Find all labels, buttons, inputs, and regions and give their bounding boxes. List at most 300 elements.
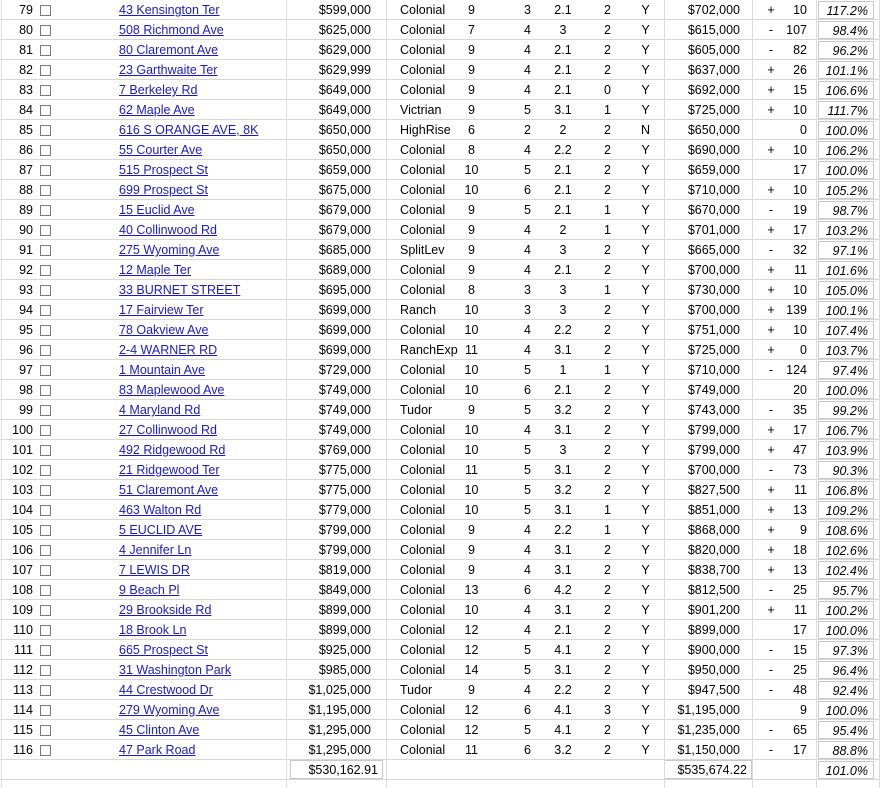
row-checkbox[interactable] bbox=[40, 525, 51, 536]
list-price-cell: $685,000 bbox=[318, 243, 371, 257]
sold-price-cell: $799,000 bbox=[687, 423, 740, 437]
baths-cell: 3.2 bbox=[554, 743, 572, 757]
address-link[interactable]: 47 Park Road bbox=[119, 743, 196, 757]
rooms-cell: 9 bbox=[468, 543, 475, 557]
sale-ratio-cell: 106.2% bbox=[818, 141, 874, 159]
style-cell: Colonial bbox=[400, 63, 446, 77]
address-link[interactable]: 62 Maple Ave bbox=[119, 103, 195, 117]
yn-flag-cell: Y bbox=[641, 103, 650, 117]
row-number: 89 bbox=[19, 203, 33, 217]
change-sign-cell: + bbox=[767, 323, 775, 337]
address-link[interactable]: 665 Prospect St bbox=[119, 643, 208, 657]
row-checkbox[interactable] bbox=[40, 505, 51, 516]
bedrooms-cell: 4 bbox=[524, 323, 531, 337]
avg-list-price-cell: $530,162.91 bbox=[290, 760, 383, 779]
rooms-cell: 9 bbox=[468, 43, 475, 57]
list-price-cell: $659,000 bbox=[318, 163, 371, 177]
garage-cell: 2 bbox=[604, 483, 611, 497]
table-row bbox=[0, 180, 880, 200]
address-link[interactable]: 508 Richmond Ave bbox=[119, 23, 224, 37]
yn-flag-cell: Y bbox=[641, 463, 650, 477]
row-checkbox[interactable] bbox=[40, 645, 51, 656]
garage-cell: 1 bbox=[604, 203, 611, 217]
rooms-cell: 10 bbox=[464, 303, 479, 317]
garage-cell: 2 bbox=[604, 723, 611, 737]
sold-price-cell: $838,700 bbox=[687, 563, 740, 577]
baths-cell: 2.1 bbox=[554, 203, 572, 217]
sale-ratio-cell: 88.8% bbox=[818, 741, 874, 759]
table-row bbox=[0, 0, 880, 20]
sold-price-cell: $710,000 bbox=[687, 183, 740, 197]
address-link[interactable]: 27 Collinwood Rd bbox=[119, 423, 217, 437]
row-checkbox[interactable] bbox=[40, 225, 51, 236]
baths-cell: 3.2 bbox=[554, 403, 572, 417]
address-link[interactable]: 279 Wyoming Ave bbox=[119, 703, 220, 717]
rooms-cell: 10 bbox=[464, 423, 479, 437]
table-row bbox=[0, 620, 880, 640]
rooms-cell: 11 bbox=[465, 743, 478, 757]
yn-flag-cell: Y bbox=[641, 403, 650, 417]
row-checkbox[interactable] bbox=[40, 725, 51, 736]
address-link[interactable]: 55 Courter Ave bbox=[119, 143, 203, 157]
garage-cell: 1 bbox=[604, 523, 611, 537]
style-cell: Colonial bbox=[400, 23, 446, 37]
row-checkbox[interactable] bbox=[40, 105, 51, 116]
garage-cell: 1 bbox=[604, 363, 611, 377]
sale-ratio-cell: 100.0% bbox=[818, 121, 874, 139]
row-checkbox[interactable] bbox=[40, 205, 51, 216]
address-link[interactable]: 1 Mountain Ave bbox=[119, 363, 205, 377]
table-row bbox=[0, 740, 880, 760]
baths-cell: 1 bbox=[559, 363, 567, 377]
address-link[interactable]: 51 Claremont Ave bbox=[119, 483, 219, 497]
row-number: 93 bbox=[19, 283, 33, 297]
row-number: 111 bbox=[13, 643, 33, 657]
row-checkbox[interactable] bbox=[40, 585, 51, 596]
table-row bbox=[0, 280, 880, 300]
sold-price-cell: $710,000 bbox=[687, 363, 740, 377]
row-checkbox[interactable] bbox=[40, 125, 51, 136]
column-gridline bbox=[752, 0, 753, 788]
row-checkbox[interactable] bbox=[40, 465, 51, 476]
rooms-cell: 9 bbox=[468, 203, 475, 217]
address-link[interactable]: 33 BURNET STREET bbox=[119, 283, 241, 297]
address-link[interactable]: 31 Washington Park bbox=[119, 663, 232, 677]
sale-ratio-cell: 100.0% bbox=[818, 381, 874, 399]
row-checkbox[interactable] bbox=[40, 625, 51, 636]
list-price-cell: $899,000 bbox=[318, 603, 371, 617]
sold-price-cell: $743,000 bbox=[687, 403, 740, 417]
rooms-cell: 10 bbox=[464, 323, 479, 337]
sold-price-cell: $899,000 bbox=[687, 623, 740, 637]
rooms-cell: 9 bbox=[468, 403, 475, 417]
days-cell: 10 bbox=[793, 103, 807, 117]
sold-price-cell: $690,000 bbox=[687, 143, 740, 157]
garage-cell: 1 bbox=[604, 503, 611, 517]
rooms-cell: 9 bbox=[468, 683, 475, 697]
yn-flag-cell: Y bbox=[641, 503, 650, 517]
list-price-cell: $699,000 bbox=[318, 343, 371, 357]
bedrooms-cell: 4 bbox=[524, 243, 531, 257]
rooms-cell: 13 bbox=[464, 583, 479, 597]
bedrooms-cell: 5 bbox=[524, 723, 531, 737]
row-checkbox[interactable] bbox=[40, 485, 51, 496]
style-cell: Colonial bbox=[400, 603, 446, 617]
row-checkbox[interactable] bbox=[40, 665, 51, 676]
row-number: 104 bbox=[12, 503, 33, 517]
days-cell: 10 bbox=[793, 183, 807, 197]
row-checkbox[interactable] bbox=[40, 565, 51, 576]
garage-cell: 2 bbox=[604, 143, 611, 157]
sold-price-cell: $665,000 bbox=[687, 243, 740, 257]
bedrooms-cell: 5 bbox=[524, 463, 531, 477]
sold-price-cell: $947,500 bbox=[687, 683, 740, 697]
baths-cell: 2 bbox=[559, 123, 567, 137]
sale-ratio-cell: 90.3% bbox=[818, 461, 874, 479]
list-price-cell: $849,000 bbox=[318, 583, 371, 597]
style-cell: Colonial bbox=[400, 3, 446, 17]
row-number: 103 bbox=[12, 483, 33, 497]
change-sign-cell: - bbox=[768, 643, 774, 657]
table-row bbox=[0, 140, 880, 160]
bedrooms-cell: 5 bbox=[524, 103, 531, 117]
change-sign-cell: + bbox=[767, 223, 775, 237]
table-row bbox=[0, 400, 880, 420]
table-row bbox=[0, 320, 880, 340]
change-sign-cell: + bbox=[767, 563, 775, 577]
row-number: 84 bbox=[19, 103, 33, 117]
rooms-cell: 9 bbox=[468, 563, 475, 577]
bedrooms-cell: 5 bbox=[524, 663, 531, 677]
row-number: 99 bbox=[19, 403, 33, 417]
sold-price-cell: $1,195,000 bbox=[677, 703, 740, 717]
row-checkbox[interactable] bbox=[40, 165, 51, 176]
row-checkbox[interactable] bbox=[40, 145, 51, 156]
row-checkbox[interactable] bbox=[40, 385, 51, 396]
days-cell: 17 bbox=[793, 423, 807, 437]
days-cell: 124 bbox=[786, 363, 807, 377]
change-sign-cell: - bbox=[768, 463, 774, 477]
row-checkbox[interactable] bbox=[40, 45, 51, 56]
address-link[interactable]: 18 Brook Ln bbox=[119, 623, 187, 637]
yn-flag-cell: Y bbox=[641, 643, 650, 657]
sold-price-cell: $950,000 bbox=[687, 663, 740, 677]
list-price-cell: $679,000 bbox=[318, 203, 371, 217]
sale-ratio-cell: 97.4% bbox=[818, 361, 874, 379]
days-cell: 25 bbox=[793, 663, 807, 677]
list-price-cell: $1,295,000 bbox=[308, 743, 371, 757]
rooms-cell: 7 bbox=[468, 23, 475, 37]
row-checkbox[interactable] bbox=[40, 305, 51, 316]
style-cell: Colonial bbox=[400, 263, 446, 277]
row-number: 85 bbox=[19, 123, 33, 137]
row-number: 91 bbox=[19, 243, 33, 257]
row-checkbox[interactable] bbox=[40, 245, 51, 256]
bedrooms-cell: 5 bbox=[524, 643, 531, 657]
address-link[interactable]: 21 Ridgewood Ter bbox=[119, 463, 220, 477]
baths-cell: 3.1 bbox=[554, 603, 572, 617]
style-cell: Colonial bbox=[400, 543, 446, 557]
bedrooms-cell: 5 bbox=[524, 363, 531, 377]
change-sign-cell: - bbox=[768, 723, 774, 737]
address-link[interactable]: 616 S ORANGE AVE, 8K bbox=[119, 123, 259, 137]
row-checkbox[interactable] bbox=[40, 685, 51, 696]
style-cell: Colonial bbox=[400, 383, 446, 397]
column-gridline bbox=[386, 0, 387, 788]
yn-flag-cell: Y bbox=[641, 683, 650, 697]
baths-cell: 4.2 bbox=[554, 583, 572, 597]
change-sign-cell: + bbox=[767, 483, 775, 497]
baths-cell: 4.1 bbox=[554, 723, 572, 737]
address-link[interactable]: 45 Clinton Ave bbox=[119, 723, 200, 737]
bedrooms-cell: 4 bbox=[524, 143, 531, 157]
rooms-cell: 11 bbox=[465, 463, 478, 477]
sold-price-cell: $725,000 bbox=[687, 343, 740, 357]
address-link[interactable]: 80 Claremont Ave bbox=[119, 43, 219, 57]
address-link[interactable]: 4 Jennifer Ln bbox=[119, 543, 192, 557]
address-link[interactable]: 43 Kensington Ter bbox=[119, 3, 220, 17]
sale-ratio-cell: 98.7% bbox=[818, 201, 874, 219]
bedrooms-cell: 3 bbox=[524, 3, 531, 17]
address-link[interactable]: 78 Oakview Ave bbox=[119, 323, 209, 337]
change-sign-cell bbox=[764, 160, 778, 180]
bedrooms-cell: 4 bbox=[524, 543, 531, 557]
list-price-cell: $775,000 bbox=[318, 463, 371, 477]
garage-cell: 2 bbox=[604, 183, 611, 197]
days-cell: 15 bbox=[793, 83, 807, 97]
row-checkbox[interactable] bbox=[40, 445, 51, 456]
row-checkbox[interactable] bbox=[40, 705, 51, 716]
address-link[interactable]: 5 EUCLID AVE bbox=[119, 523, 203, 537]
address-link[interactable]: 7 Berkeley Rd bbox=[119, 83, 198, 97]
style-cell: Colonial bbox=[400, 283, 446, 297]
sale-ratio-cell: 102.4% bbox=[818, 561, 874, 579]
list-price-cell: $625,000 bbox=[318, 23, 371, 37]
baths-cell: 2.2 bbox=[554, 683, 572, 697]
rooms-cell: 10 bbox=[464, 603, 479, 617]
garage-cell: 1 bbox=[604, 283, 611, 297]
sold-price-cell: $827,500 bbox=[687, 483, 740, 497]
list-price-cell: $819,000 bbox=[318, 563, 371, 577]
bedrooms-cell: 4 bbox=[524, 23, 531, 37]
row-number: 95 bbox=[19, 323, 33, 337]
bedrooms-cell: 3 bbox=[524, 283, 531, 297]
change-sign-cell: - bbox=[768, 683, 774, 697]
bedrooms-cell: 5 bbox=[524, 203, 531, 217]
row-checkbox[interactable] bbox=[40, 365, 51, 376]
garage-cell: 2 bbox=[604, 623, 611, 637]
rooms-cell: 10 bbox=[464, 483, 479, 497]
change-sign-cell: + bbox=[767, 523, 775, 537]
sale-ratio-cell: 100.0% bbox=[818, 161, 874, 179]
address-link[interactable]: 2-4 WARNER RD bbox=[119, 343, 218, 357]
row-checkbox[interactable] bbox=[40, 325, 51, 336]
style-cell: Colonial bbox=[400, 83, 446, 97]
sold-price-cell: $637,000 bbox=[687, 63, 740, 77]
days-cell: 35 bbox=[793, 403, 807, 417]
row-checkbox[interactable] bbox=[40, 185, 51, 196]
address-link[interactable]: 463 Walton Rd bbox=[119, 503, 202, 517]
list-price-cell: $649,000 bbox=[318, 83, 371, 97]
table-row bbox=[0, 560, 880, 580]
change-sign-cell: + bbox=[767, 603, 775, 617]
bedrooms-cell: 4 bbox=[524, 523, 531, 537]
style-cell: RanchExp bbox=[400, 343, 458, 357]
baths-cell: 3 bbox=[559, 443, 567, 457]
days-cell: 11 bbox=[794, 603, 807, 617]
garage-cell: 2 bbox=[604, 403, 611, 417]
yn-flag-cell: Y bbox=[641, 363, 650, 377]
change-sign-cell: + bbox=[767, 443, 775, 457]
change-sign-cell: + bbox=[767, 303, 775, 317]
row-checkbox[interactable] bbox=[40, 285, 51, 296]
row-checkbox[interactable] bbox=[40, 605, 51, 616]
address-link[interactable]: 9 Beach Pl bbox=[119, 583, 180, 597]
row-number: 102 bbox=[12, 463, 33, 477]
address-link[interactable]: 44 Crestwood Dr bbox=[119, 683, 213, 697]
style-cell: Colonial bbox=[400, 483, 446, 497]
days-cell: 73 bbox=[793, 463, 807, 477]
address-link[interactable]: 23 Garthwaite Ter bbox=[119, 63, 218, 77]
change-sign-cell: - bbox=[768, 743, 774, 757]
change-sign-cell: + bbox=[767, 143, 775, 157]
style-cell: Colonial bbox=[400, 223, 446, 237]
yn-flag-cell: Y bbox=[641, 143, 650, 157]
address-link[interactable]: 7 LEWIS DR bbox=[119, 563, 190, 577]
garage-cell: 2 bbox=[604, 463, 611, 477]
sale-ratio-cell: 98.4% bbox=[818, 21, 874, 39]
change-sign-cell: - bbox=[768, 583, 774, 597]
bedrooms-cell: 3 bbox=[524, 303, 531, 317]
row-number: 108 bbox=[12, 583, 33, 597]
row-checkbox[interactable] bbox=[40, 85, 51, 96]
yn-flag-cell: Y bbox=[641, 623, 650, 637]
garage-cell: 2 bbox=[604, 263, 611, 277]
sale-ratio-cell: 96.4% bbox=[818, 661, 874, 679]
bedrooms-cell: 2 bbox=[524, 123, 531, 137]
yn-flag-cell: Y bbox=[641, 3, 650, 17]
rooms-cell: 10 bbox=[464, 163, 479, 177]
style-cell: Victrian bbox=[400, 103, 442, 117]
rooms-cell: 8 bbox=[468, 283, 475, 297]
style-cell: Colonial bbox=[400, 643, 446, 657]
sold-price-cell: $751,000 bbox=[687, 323, 740, 337]
table-row bbox=[0, 160, 880, 180]
garage-cell: 2 bbox=[604, 63, 611, 77]
address-link[interactable]: 83 Maplewood Ave bbox=[119, 383, 225, 397]
baths-cell: 4.1 bbox=[554, 643, 572, 657]
yn-flag-cell: Y bbox=[641, 323, 650, 337]
address-link[interactable]: 40 Collinwood Rd bbox=[119, 223, 217, 237]
row-checkbox[interactable] bbox=[40, 425, 51, 436]
sale-ratio-cell: 105.0% bbox=[818, 281, 874, 299]
baths-cell: 2.1 bbox=[554, 623, 572, 637]
garage-cell: 0 bbox=[604, 83, 611, 97]
bedrooms-cell: 4 bbox=[524, 683, 531, 697]
yn-flag-cell: Y bbox=[641, 723, 650, 737]
row-number: 115 bbox=[13, 723, 33, 737]
baths-cell: 3 bbox=[559, 283, 567, 297]
bedrooms-cell: 4 bbox=[524, 63, 531, 77]
address-link[interactable]: 12 Maple Ter bbox=[119, 263, 192, 277]
rooms-cell: 10 bbox=[464, 383, 479, 397]
days-cell: 11 bbox=[794, 483, 807, 497]
baths-cell: 3.1 bbox=[554, 663, 572, 677]
style-cell: Tudor bbox=[400, 683, 433, 697]
address-link[interactable]: 515 Prospect St bbox=[119, 163, 208, 177]
baths-cell: 3.1 bbox=[554, 343, 572, 357]
list-price-cell: $1,025,000 bbox=[308, 683, 371, 697]
address-link[interactable]: 29 Brookside Rd bbox=[119, 603, 212, 617]
table-row bbox=[0, 680, 880, 700]
baths-cell: 3.1 bbox=[554, 103, 572, 117]
address-link[interactable]: 17 Fairview Ter bbox=[119, 303, 204, 317]
style-cell: Colonial bbox=[400, 723, 446, 737]
days-cell: 19 bbox=[793, 203, 807, 217]
list-price-cell: $799,000 bbox=[318, 523, 371, 537]
change-sign-cell: - bbox=[768, 663, 774, 677]
row-checkbox[interactable] bbox=[40, 265, 51, 276]
yn-flag-cell: Y bbox=[641, 543, 650, 557]
row-checkbox[interactable] bbox=[40, 405, 51, 416]
table-row bbox=[0, 540, 880, 560]
sold-price-cell: $749,000 bbox=[687, 383, 740, 397]
address-link[interactable]: 699 Prospect St bbox=[119, 183, 208, 197]
row-number: 112 bbox=[13, 663, 33, 677]
change-sign-cell: - bbox=[768, 243, 774, 257]
table-row bbox=[0, 80, 880, 100]
row-number: 90 bbox=[19, 223, 33, 237]
sale-ratio-cell: 102.6% bbox=[818, 541, 874, 559]
row-number: 86 bbox=[19, 143, 33, 157]
bedrooms-cell: 4 bbox=[524, 343, 531, 357]
garage-cell: 2 bbox=[604, 443, 611, 457]
address-link[interactable]: 15 Euclid Ave bbox=[119, 203, 195, 217]
rooms-cell: 12 bbox=[464, 703, 479, 717]
baths-cell: 2.1 bbox=[554, 163, 572, 177]
row-checkbox[interactable] bbox=[40, 745, 51, 756]
address-link[interactable]: 275 Wyoming Ave bbox=[119, 243, 220, 257]
row-checkbox[interactable] bbox=[40, 345, 51, 356]
list-price-cell: $729,000 bbox=[318, 363, 371, 377]
row-number: 81 bbox=[19, 43, 33, 57]
change-sign-cell: + bbox=[767, 283, 775, 297]
days-cell: 48 bbox=[793, 683, 807, 697]
table-row bbox=[0, 260, 880, 280]
row-checkbox[interactable] bbox=[40, 25, 51, 36]
row-checkbox[interactable] bbox=[40, 545, 51, 556]
garage-cell: 2 bbox=[604, 543, 611, 557]
yn-flag-cell: Y bbox=[641, 563, 650, 577]
table-row bbox=[0, 40, 880, 60]
row-checkbox[interactable] bbox=[40, 5, 51, 16]
rooms-cell: 12 bbox=[464, 623, 479, 637]
row-number: 109 bbox=[12, 603, 33, 617]
yn-flag-cell: Y bbox=[641, 343, 650, 357]
table-row bbox=[0, 120, 880, 140]
sale-ratio-cell: 96.2% bbox=[818, 41, 874, 59]
rooms-cell: 12 bbox=[464, 643, 479, 657]
address-link[interactable]: 492 Ridgewood Rd bbox=[119, 443, 226, 457]
table-row bbox=[0, 720, 880, 740]
change-sign-cell bbox=[764, 120, 778, 140]
column-gridline bbox=[816, 0, 817, 788]
address-link[interactable]: 4 Maryland Rd bbox=[119, 403, 201, 417]
row-checkbox[interactable] bbox=[40, 65, 51, 76]
yn-flag-cell: Y bbox=[641, 383, 650, 397]
rooms-cell: 9 bbox=[468, 83, 475, 97]
list-price-cell: $925,000 bbox=[318, 643, 371, 657]
